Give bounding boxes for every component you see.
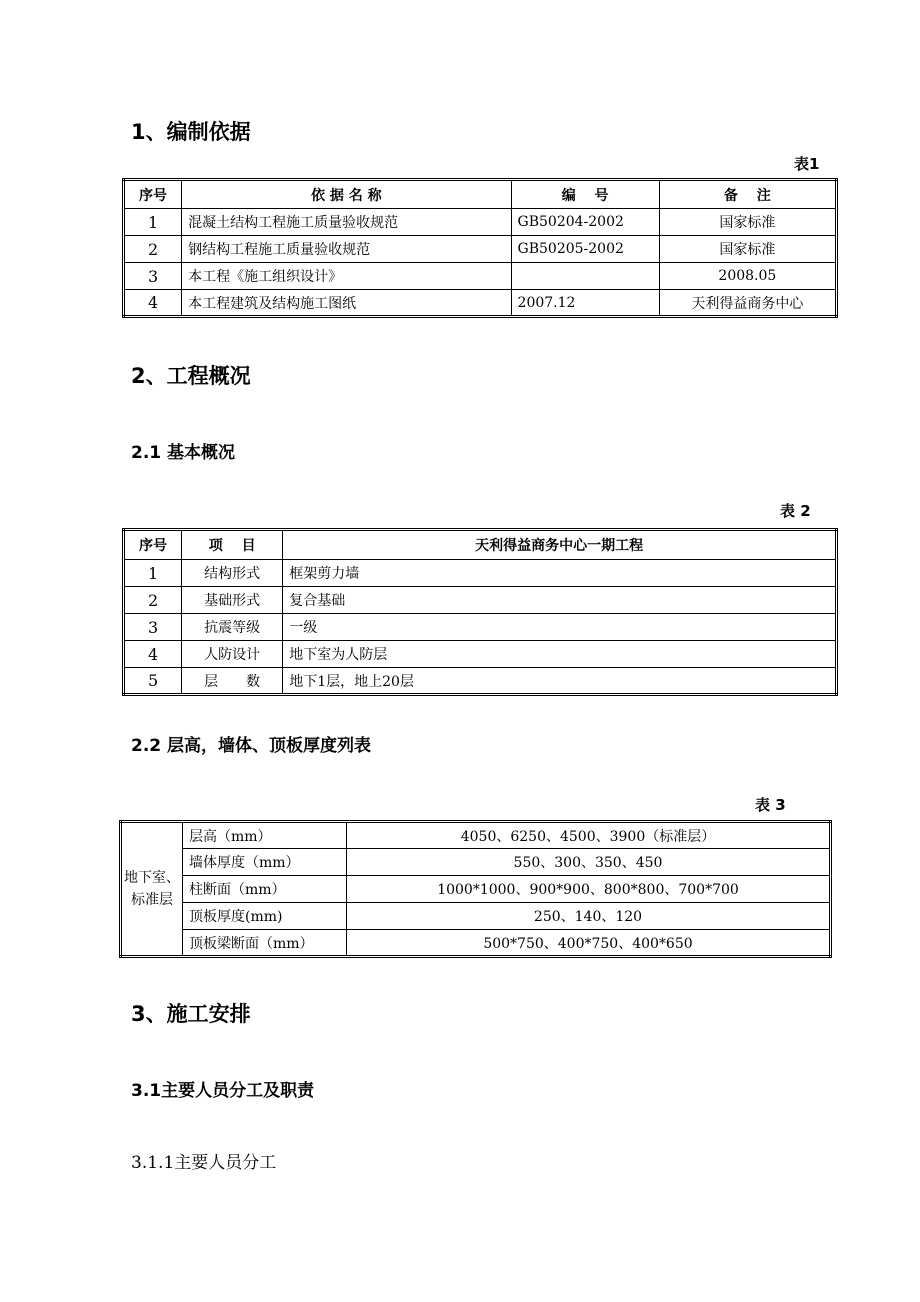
table-cell: 550、300、350、450 <box>347 849 831 876</box>
table-row <box>121 876 831 903</box>
table-row <box>121 849 831 876</box>
table-cell: 混凝土结构工程施工质量验收规范 <box>182 209 511 236</box>
table-cell: 5 <box>124 668 182 695</box>
table-row <box>124 587 837 614</box>
table-cell: 地下室为人防层 <box>283 641 837 668</box>
table-cell: 地下1层，地上20层 <box>283 668 837 695</box>
table1-header-name: 依 据 名 称 <box>182 180 511 209</box>
table-cell: GB50205-2002 <box>511 236 659 263</box>
table-cell: 250、140、120 <box>347 903 831 930</box>
subsection-heading-2-2: 2.2 层高，墙体、顶板厚度列表 <box>131 736 372 756</box>
table-cell: 本工程建筑及结构施工图纸 <box>182 290 511 317</box>
table-cell: 顶板梁断面（mm） <box>183 930 347 957</box>
table-cell: 柱断面（mm） <box>183 876 347 903</box>
table-cell: 1 <box>124 560 182 587</box>
table-cell: 层高（mm） <box>183 822 347 849</box>
table-cell: 4 <box>124 641 182 668</box>
table-row <box>124 290 837 317</box>
table-row <box>121 903 831 930</box>
section-heading-2: 2、工程概况 <box>131 364 251 388</box>
table-cell: 层 数 <box>182 668 283 695</box>
table-cell: 2007.12 <box>511 290 659 317</box>
subsection-heading-2-1: 2.1 基本概况 <box>131 443 236 463</box>
table1-header-remark: 备 注 <box>659 180 836 209</box>
section-heading-1: 1、编制依据 <box>131 120 251 144</box>
table-cell: 基础形式 <box>182 587 283 614</box>
table-cell: 500*750、400*750、400*650 <box>347 930 831 957</box>
table-row <box>124 641 837 668</box>
table2-header-no: 序号 <box>124 530 182 560</box>
table-cell: 1000*1000、900*900、800*800、700*700 <box>347 876 831 903</box>
table-row <box>124 263 837 290</box>
table-cell: 复合基础 <box>283 587 837 614</box>
section-heading-3: 3、施工安排 <box>131 1002 251 1026</box>
table1-header-code: 编 号 <box>511 180 659 209</box>
dimension-table <box>119 820 832 958</box>
subsection-heading-3-1-1: 3.1.1主要人员分工 <box>131 1153 277 1173</box>
table-cell: 抗震等级 <box>182 614 283 641</box>
table-cell: 2 <box>124 587 182 614</box>
table-cell: 3 <box>124 614 182 641</box>
table2-header-item: 项 目 <box>182 530 283 560</box>
table-cell: 结构形式 <box>182 560 283 587</box>
table-cell: GB50204-2002 <box>511 209 659 236</box>
table3-caption: 表 3 <box>755 796 786 814</box>
table-cell: 国家标准 <box>659 236 836 263</box>
table1-header-no: 序号 <box>124 180 182 209</box>
overview-table <box>122 528 838 696</box>
group-label-cell: 地下室、标准层 <box>121 822 183 957</box>
table-cell: 国家标准 <box>659 209 836 236</box>
table-row <box>121 822 831 849</box>
table-cell: 2 <box>124 236 182 263</box>
table-row <box>124 560 837 587</box>
subsection-heading-3-1: 3.1主要人员分工及职责 <box>131 1081 315 1101</box>
table-cell <box>511 263 659 290</box>
table2-header-project: 天利得益商务中心一期工程 <box>283 530 837 560</box>
table-cell: 框架剪力墙 <box>283 560 837 587</box>
table-row <box>124 209 837 236</box>
table-cell: 天利得益商务中心 <box>659 290 836 317</box>
table1-caption: 表1 <box>794 155 820 173</box>
table-cell: 墙体厚度（mm） <box>183 849 347 876</box>
table-cell: 2008.05 <box>659 263 836 290</box>
table-row <box>124 614 837 641</box>
reference-table <box>122 178 838 318</box>
table-cell: 钢结构工程施工质量验收规范 <box>182 236 511 263</box>
table-cell: 4 <box>124 290 182 317</box>
table-cell: 3 <box>124 263 182 290</box>
table-row <box>124 236 837 263</box>
table-row <box>121 930 831 957</box>
table-cell: 一级 <box>283 614 837 641</box>
table-cell: 人防设计 <box>182 641 283 668</box>
table-cell: 1 <box>124 209 182 236</box>
table2-caption: 表 2 <box>780 502 811 520</box>
table-row <box>124 668 837 695</box>
table-cell: 4050、6250、4500、3900（标准层） <box>347 822 831 849</box>
table-cell: 本工程《施工组织设计》 <box>182 263 511 290</box>
table-cell: 顶板厚度(mm) <box>183 903 347 930</box>
